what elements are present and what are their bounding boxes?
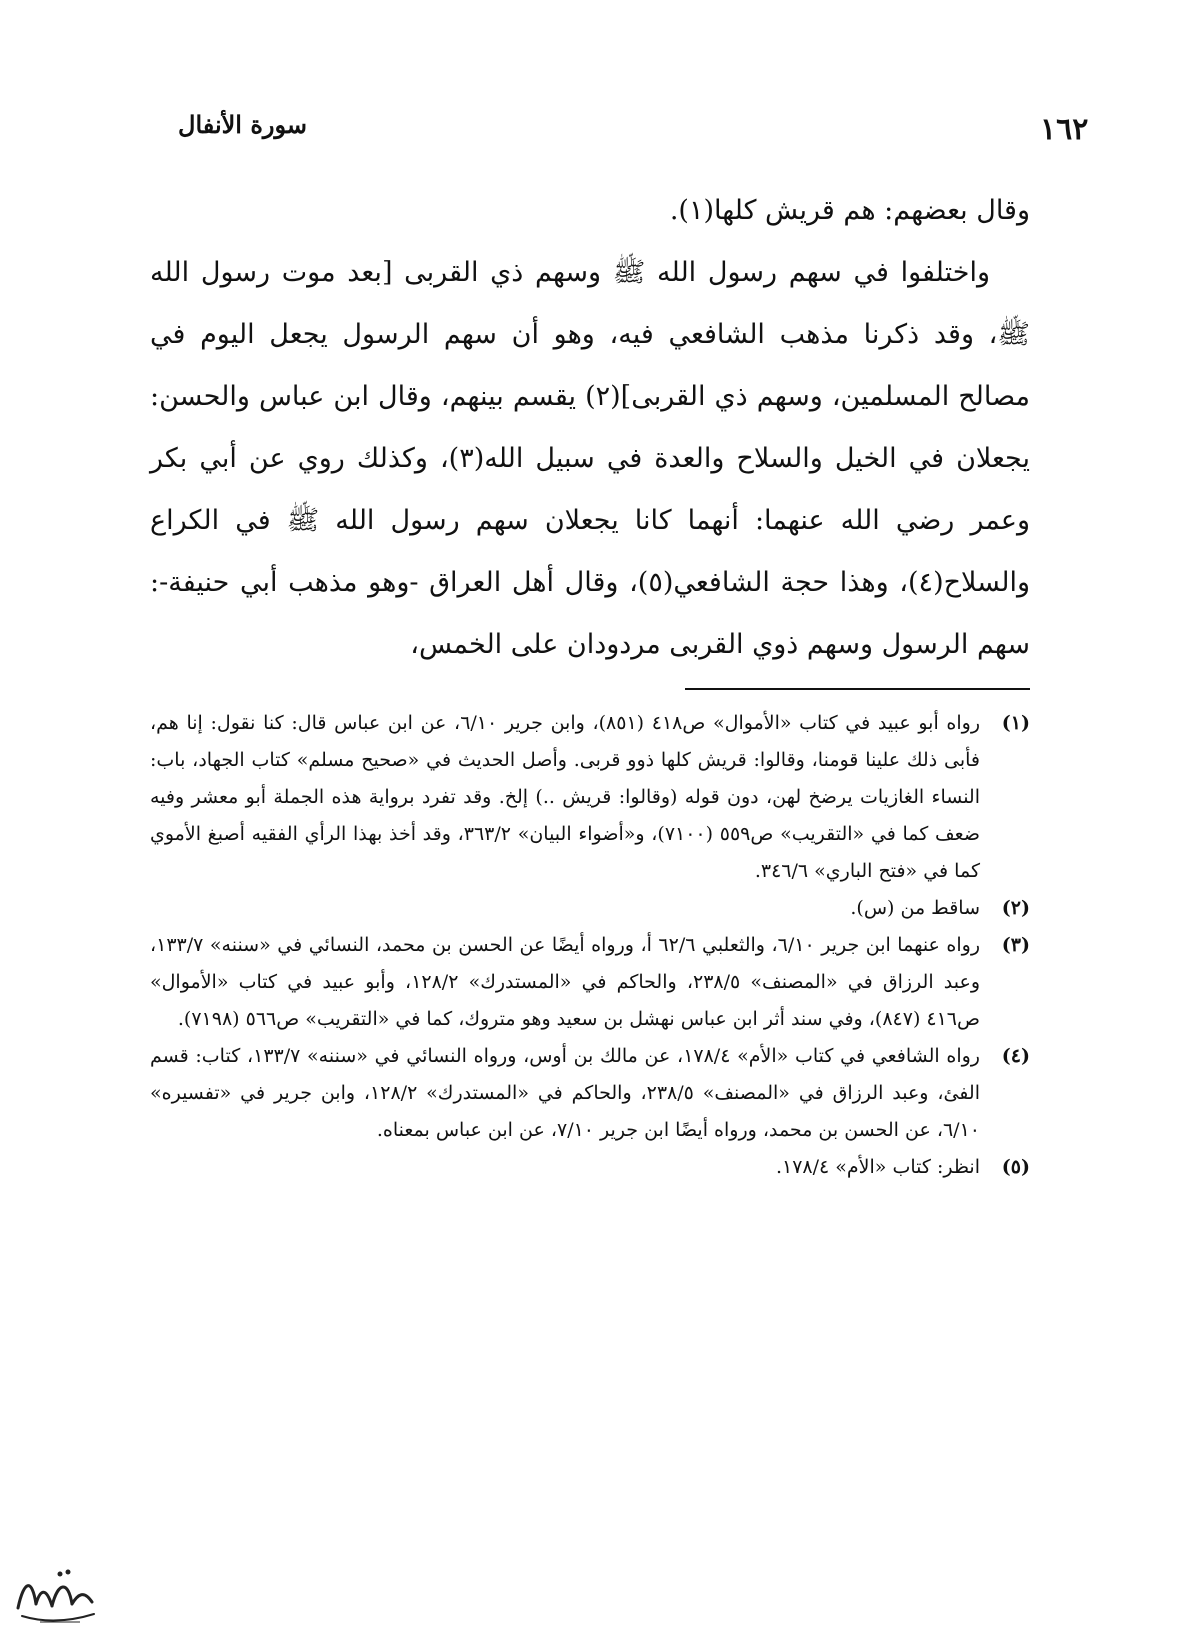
page-number: ١٦٢ (1040, 112, 1089, 147)
footnotes (150, 705, 1030, 1186)
footnote (150, 1149, 1030, 1186)
footnote (150, 1038, 1030, 1149)
footnote-number: (٥) (1001, 1156, 1030, 1178)
calligraphy-logo-icon (10, 1560, 100, 1630)
footnote-text: رواه أبو عبيد في كتاب «الأموال» ص٤١٨ (٨٥١)، وابن جرير ٦/١٠، عن ابن عباس قال: كنا نقول: إنا هم، فأبى ذلك علينا قومنا، وقالوا: قريش كلها ذوو قربى. وأصل الحديث في «صحيح مسلم» كتاب الجهاد، باب: النساء الغازيات يرضخ لهن، دون قوله (وقالوا: قريش ..) إلخ. وقد تفرد برواية هذه الجملة أبو معشر وفيه ضعف كما في «التقريب» ص٥٥٩ (٧١٠٠)، و«أضواء البيان» ٣٦٣/٢، وقد أخذ بهذا الرأي الفقيه أصبغ الأموي كما في «فتح الباري» ٣٤٦/٦. (150, 712, 981, 882)
footnote (150, 927, 1030, 1038)
footnote-text: رواه الشافعي في كتاب «الأم» ١٧٨/٤، عن مالك بن أوس، ورواه النسائي في «سننه» ١٣٣/٧، كتاب: قسم الفئ، وعبد الرزاق في «المصنف» ٢٣٨/٥، والحاكم في «المستدرك» ١٢٨/٢، وابن جرير في «تفسيره» ٦/١٠، عن الحسن بن محمد، ورواه أيضًا ابن جرير ٧/١٠، عن ابن عباس بمعناه. (150, 1045, 980, 1141)
footnote-number: (٢) (1001, 897, 1030, 919)
footnote-text: انظر: كتاب «الأم» ١٧٨/٤. (775, 1156, 980, 1178)
footnote (150, 890, 1030, 927)
footnote-number: (٤) (1001, 1045, 1030, 1067)
body-paragraph: واختلفوا في سهم رسول الله ﷺ وسهم ذي القربى [بعد موت رسول الله ﷺ، وقد ذكرنا مذهب الشافعي فيه، وهو أن سهم الرسول يجعل اليوم في مصالح المسلمين، وسهم ذي القربى](٢) يقسم بينهم، وقال ابن عباس والحسن: يجعلان في الخيل والسلاح والعدة في سبيل الله(٣)، وكذلك روي عن أبي بكر وعمر رضي الله عنهما: أنهما كانا يجعلان سهم رسول الله ﷺ في الكراع والسلاح(٤)، وهذا حجة الشافعي(٥)، وقال أهل العراق -وهو مذهب أبي حنيفة-: سهم الرسول وسهم ذوي القربى مردودان على الخمس، (150, 257, 1031, 660)
body-text (150, 180, 1030, 676)
footnote-number: (٣) (1001, 934, 1030, 956)
footnote-separator (685, 688, 1030, 690)
body-paragraph: وقال بعضهم: هم قريش كلها(١). (669, 195, 1030, 226)
footnote (150, 705, 1030, 890)
footnote-text: رواه عنهما ابن جرير ٦/١٠، والثعلبي ٦٢/٦ أ، ورواه أيضًا عن الحسن بن محمد، النسائي في «سننه» ١٣٣/٧، وعبد الرزاق في «المصنف» ٢٣٨/٥، والحاكم في «المستدرك» ١٢٨/٢، وأبو عبيد في كتاب «الأموال» ص٤١٦ (٨٤٧)، وفي سند أثر ابن عباس نهشل بن سعيد وهو متروك، كما في «التقريب» ص٥٦٦ (٧١٩٨). (150, 934, 981, 1030)
footnote-number: (١) (1001, 712, 1030, 734)
footnote-text: ساقط من (س). (850, 897, 980, 919)
running-title: سورة الأنفال (178, 110, 307, 139)
